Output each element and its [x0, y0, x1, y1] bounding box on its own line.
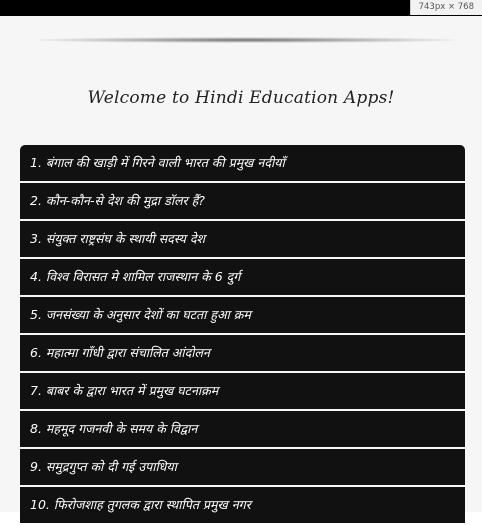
- list-item[interactable]: 9. समुद्रगुप्त को दी गई उपाधिया: [20, 449, 465, 485]
- list-item[interactable]: 1. बंगाल की खाड़ी में गिरने वाली भारत की प्रमुख नदीयाँ: [20, 145, 465, 181]
- list-item[interactable]: 10. फिरोजशाह तुगलक द्वारा स्थापित प्रमुख नगर: [20, 487, 465, 523]
- welcome-heading: Welcome to Hindi Education Apps!: [87, 88, 395, 108]
- browser-top-bar: [0, 0, 482, 16]
- header-shadow-divider: [36, 37, 456, 43]
- list-item[interactable]: 8. महमूद गजनवी के समय के विद्वान: [20, 411, 465, 447]
- list-item[interactable]: 7. बाबर के द्वारा भारत में प्रमुख घटनाक्रम: [20, 373, 465, 409]
- list-item[interactable]: 4. विश्व विरासत मे शामिल राजस्थान के 6 दुर्ग: [20, 259, 465, 295]
- list-item[interactable]: 3. संयुक्त राष्ट्रसंघ के स्थायी सदस्य देश: [20, 221, 465, 257]
- list-item[interactable]: 5. जनसंख्या के अनुसार देशों का घटता हुआ क्रम: [20, 297, 465, 333]
- list-item[interactable]: 6. महात्मा गाँधी द्वारा संचालित आंदोलन: [20, 335, 465, 371]
- topic-list: [20, 145, 465, 525]
- viewport-size-badge: 743px × 768: [410, 0, 482, 15]
- list-item[interactable]: 2. कौन-कौन-से देश की मुद्रा डॉलर हैं?: [20, 183, 465, 219]
